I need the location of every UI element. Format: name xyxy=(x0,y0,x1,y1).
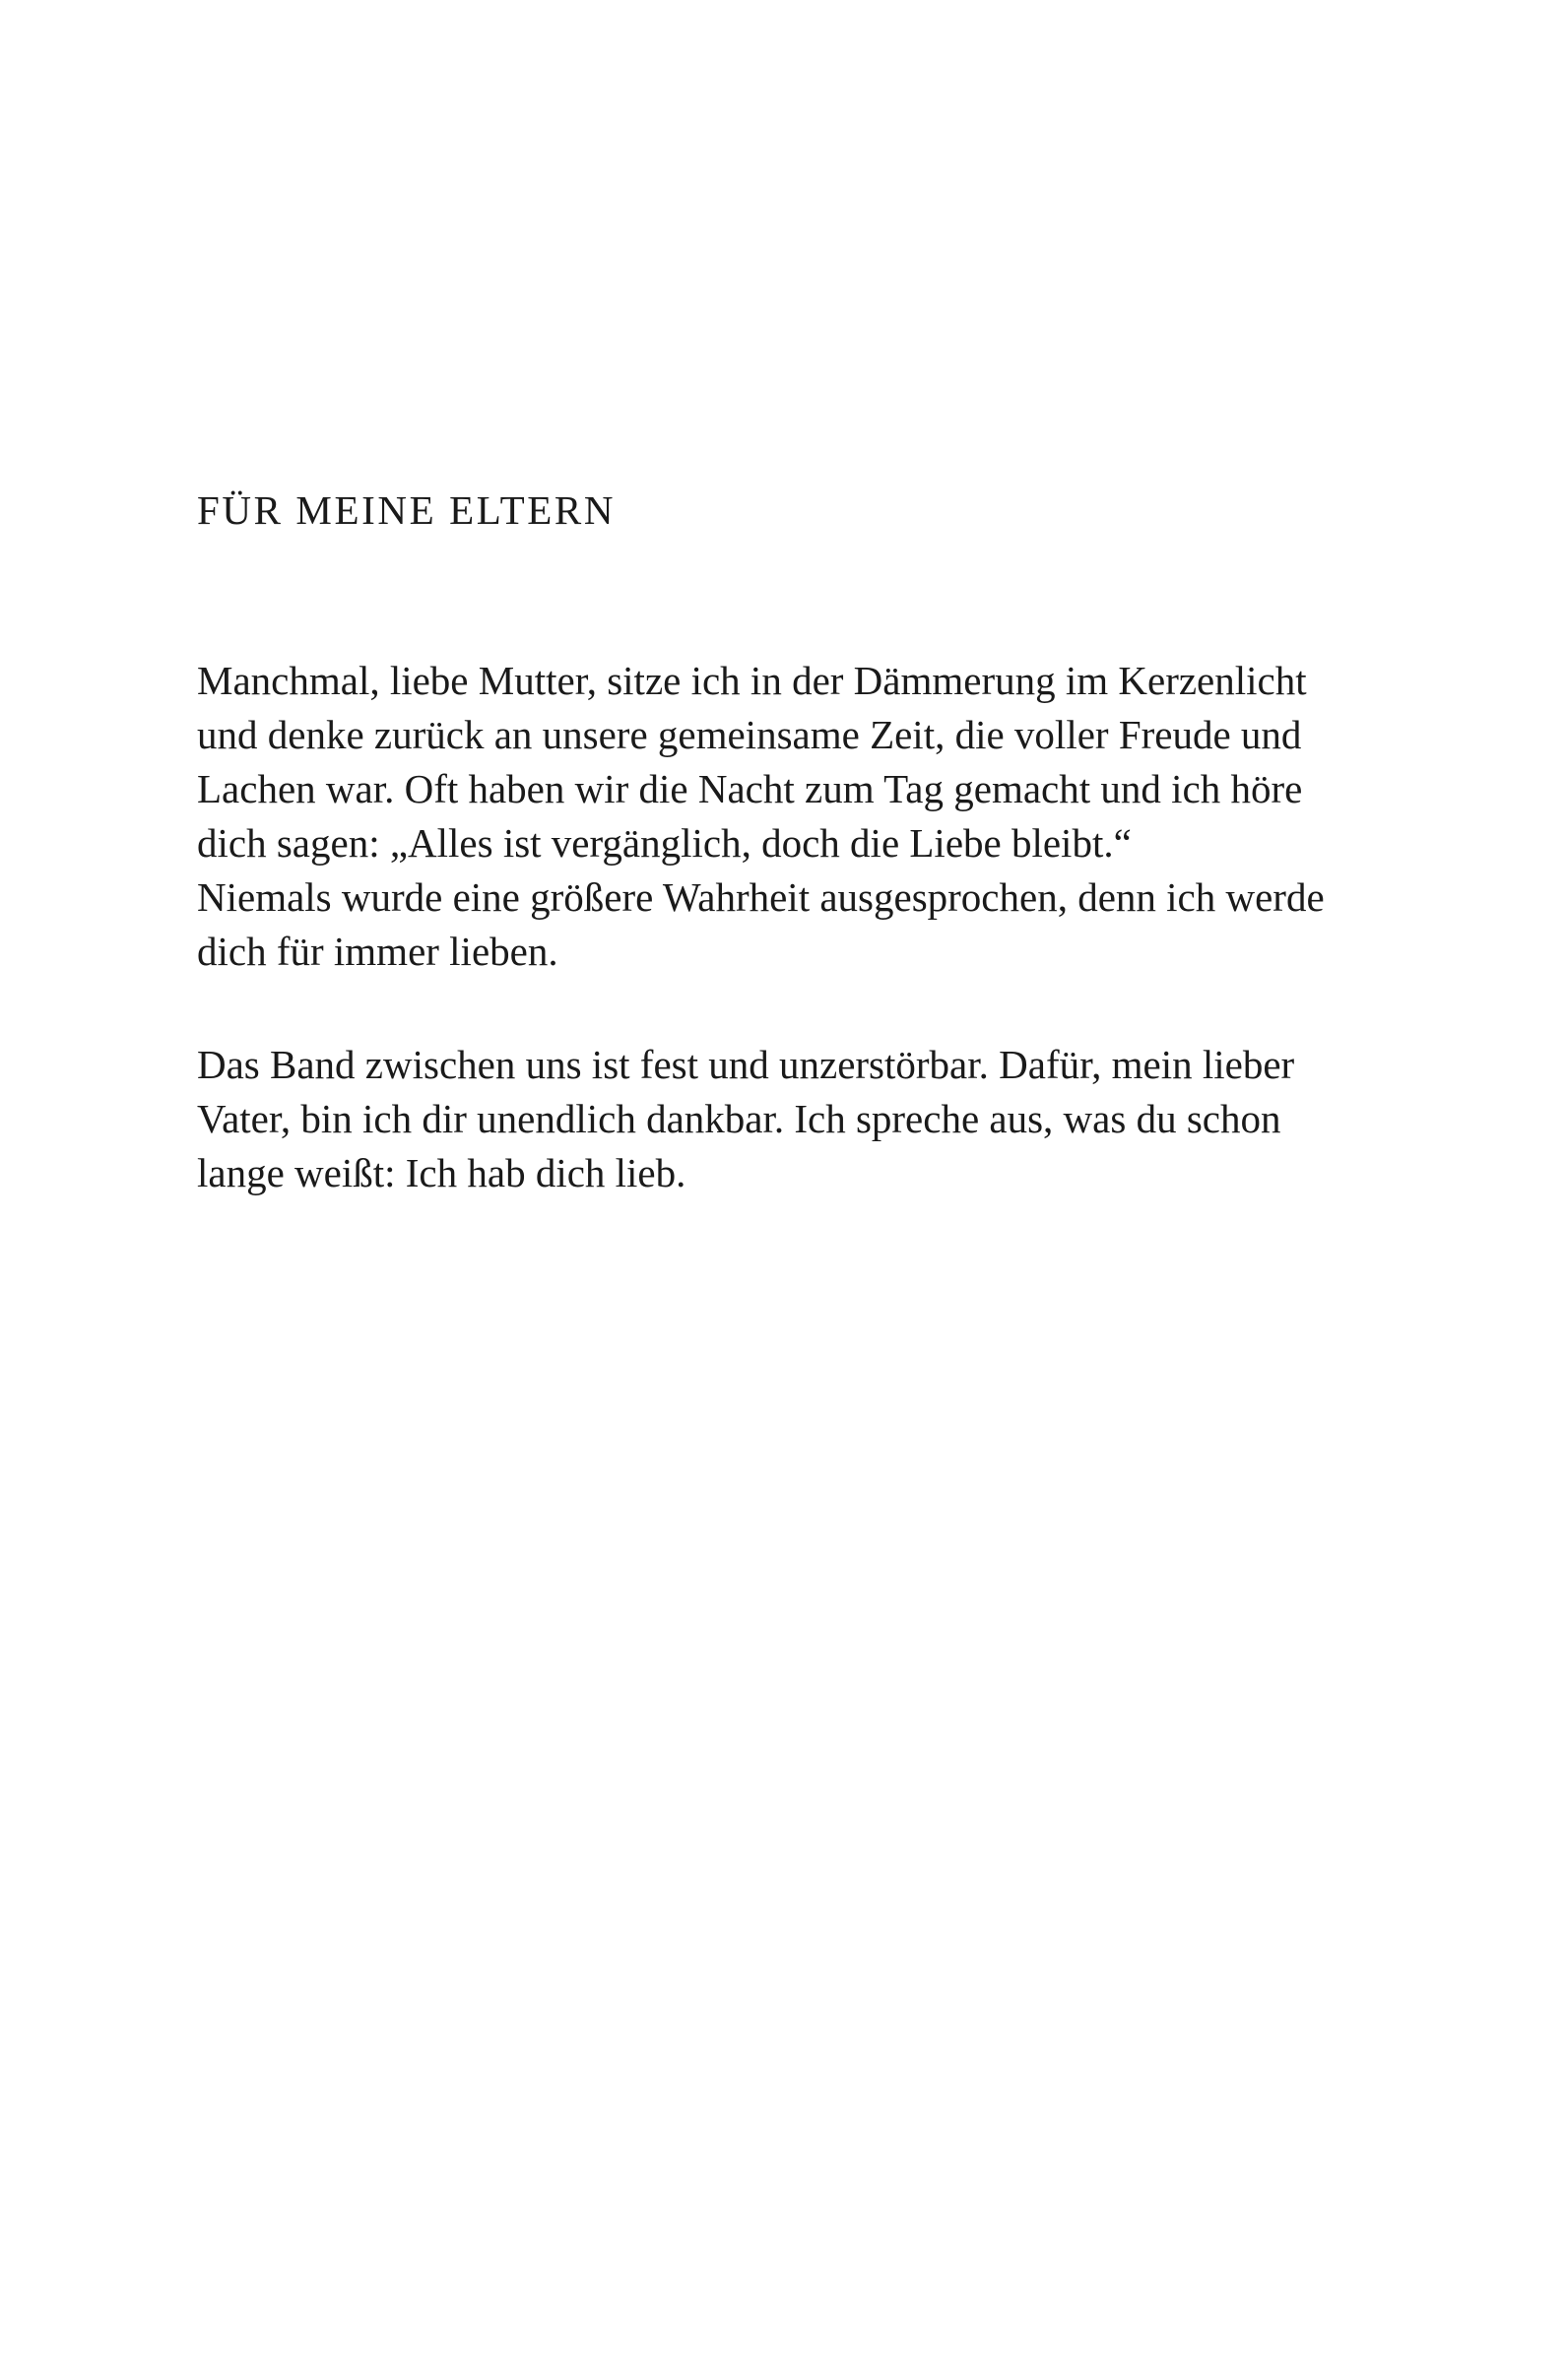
text-line: Das Band zwischen uns ist fest und unzerstörbar. Dafür, mein lieber xyxy=(197,1042,1295,1087)
text-line: lange weißt: Ich hab dich lieb. xyxy=(197,1150,686,1195)
text-line: Manchmal, liebe Mutter, sitze ich in der Dämmerung im Kerzenlicht xyxy=(197,658,1307,703)
text-line: Vater, bin ich dir unendlich dankbar. Ich spreche aus, was du schon xyxy=(197,1096,1281,1141)
text-line: und denke zurück an unsere gemeinsame Zeit, die voller Freude und xyxy=(197,712,1302,757)
text-line: dich sagen: „Alles ist vergänglich, doch die Liebe bleibt.“ xyxy=(197,820,1132,866)
dedication-heading: FÜR MEINE ELTERN xyxy=(197,487,617,533)
paragraph-mother xyxy=(197,654,1418,979)
text-line: dich für immer lieben. xyxy=(197,929,558,974)
text-line: Lachen war. Oft haben wir die Nacht zum Tag gemacht und ich höre xyxy=(197,766,1303,811)
text-line: Niemals wurde eine größere Wahrheit ausgesprochen, denn ich werde xyxy=(197,874,1325,920)
paragraph-father xyxy=(197,1038,1418,1200)
